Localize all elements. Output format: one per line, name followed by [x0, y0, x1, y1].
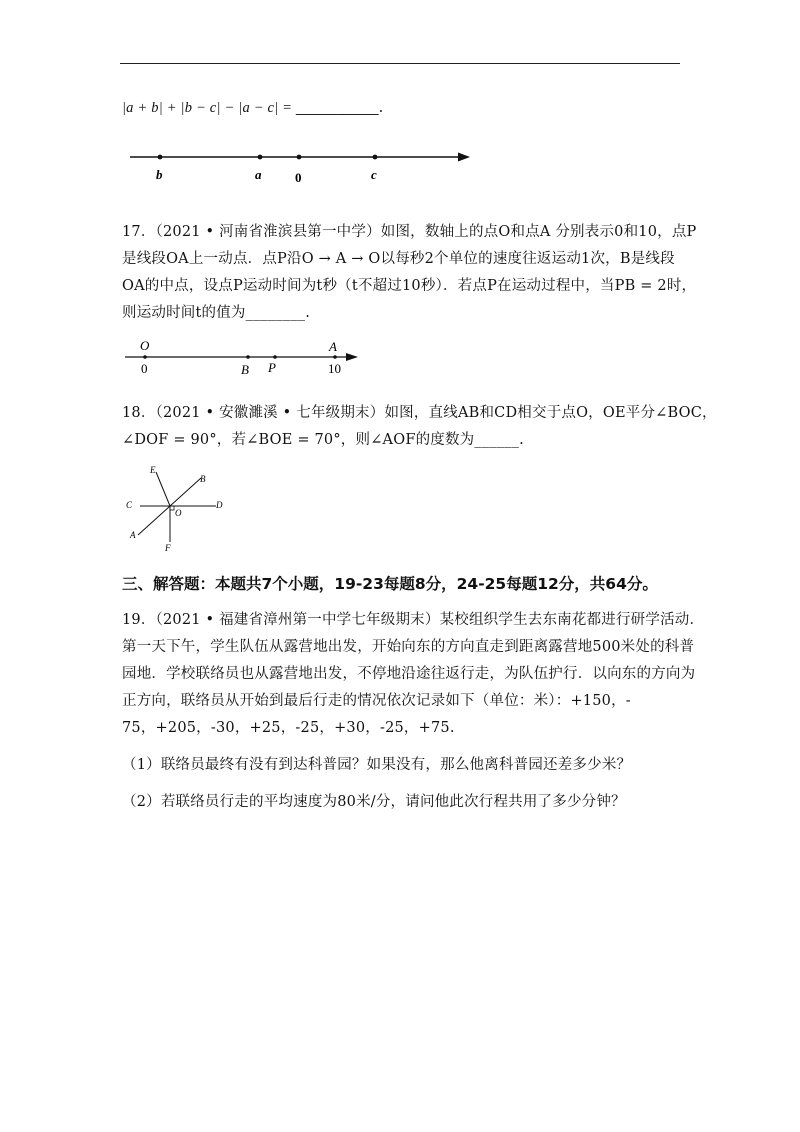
header-rule: [120, 63, 680, 64]
q16-label-c: c: [371, 167, 377, 182]
q16-axis-arrow: [458, 153, 470, 162]
q17-label-B: B: [241, 362, 249, 377]
q17-label-O: O: [140, 338, 150, 353]
q16-blank: __________: [296, 100, 379, 116]
q16-point-0: [297, 155, 302, 160]
q19-line3: 园地．学校联络员也从露营地出发，不停地沿途往返行走，为队伍护行．以向东的方向为: [122, 666, 696, 682]
q16-expression: |a + b| + |b − c| − |a − c| =: [122, 100, 296, 116]
q16-label-b: b: [156, 167, 163, 182]
q16-label-0: 0: [295, 170, 302, 185]
q18-line1: 18．（2021 • 安徽濉溪 • 七年级期末）如图，直线AB和CD相交于点O，OE平分∠BOC，: [122, 405, 717, 421]
q16-label-a: a: [255, 167, 262, 182]
q16-point-a: [258, 155, 263, 160]
q17-point-O: [143, 355, 147, 359]
q17-line4: 则运动时间t的值为________.: [122, 305, 311, 321]
q19-line1: 19．（2021 • 福建省漳州第一中学七年级期末）某校组织学生去东南花都进行研学活动．: [122, 612, 705, 628]
q18-label-O: O: [175, 508, 182, 518]
q18-label-B: B: [200, 474, 206, 484]
q17-line2: 是线段OA上一动点．点P沿O → A → O以每秒2个单位的速度往返运动1次，B是线段: [122, 251, 675, 267]
q19-line5: 75，+205，-30，+25，-25，+30，-25，+75.: [122, 720, 455, 736]
section-3-heading: 三、解答题：本题共7个小题，19-23每题8分，24-25每题12分，共64分。: [122, 575, 658, 593]
q19-line2: 第一天下午，学生队伍从露营地出发，开始向东的方向直走到距离露营地500米处的科普: [122, 639, 695, 655]
q18-right-angle-mark: [170, 506, 174, 510]
q18-angle-figure: [118, 460, 238, 555]
q18-label-C: C: [126, 500, 133, 510]
q18-label-F: F: [165, 543, 171, 553]
q16-point-c: [373, 155, 378, 160]
q17-point-A: [333, 355, 337, 359]
q16-point-b: [158, 155, 163, 160]
q19-subquestion-1: （1）联络员最终有没有到达科普园？如果没有，那么他离科普园还差多少米？: [122, 757, 632, 773]
q18-label-A: A: [130, 530, 136, 540]
q16-end: .: [378, 100, 384, 116]
q17-label-P: P: [268, 360, 276, 375]
q17-line1: 17．（2021 • 河南省淮滨县第一中学）如图，数轴上的点O和点A 分别表示0和10，点P: [122, 224, 697, 240]
q18-ray-OE: [156, 472, 170, 506]
q18-label-D: D: [216, 500, 223, 510]
q17-point-P: [273, 355, 277, 359]
q19-line4: 正方向，联络员从开始到最后行走的情况依次记录如下（单位：米）：+150，-: [122, 693, 631, 709]
q17-label-0: 0: [141, 361, 148, 376]
q17-axis-arrow: [346, 353, 358, 361]
q18-label-E: E: [150, 465, 156, 475]
q17-line3: OA的中点，设点P运动时间为t秒（t不超过10秒）．若点P在运动过程中，当PB = 2时，: [122, 278, 697, 294]
q19-subquestion-2: （2）若联络员行走的平均速度为80米/分，请问他此次行程共用了多少分钟？: [122, 794, 626, 810]
q16-number-line: [125, 145, 475, 190]
q18-line2: ∠DOF = 90°，若∠BOE = 70°，则∠AOF的度数为______.: [122, 432, 524, 448]
q16-expression-line: [122, 100, 383, 117]
q17-label-10: 10: [328, 361, 341, 376]
q17-number-line: [120, 335, 370, 380]
q17-label-A: A: [329, 339, 337, 354]
q17-point-B: [246, 355, 250, 359]
